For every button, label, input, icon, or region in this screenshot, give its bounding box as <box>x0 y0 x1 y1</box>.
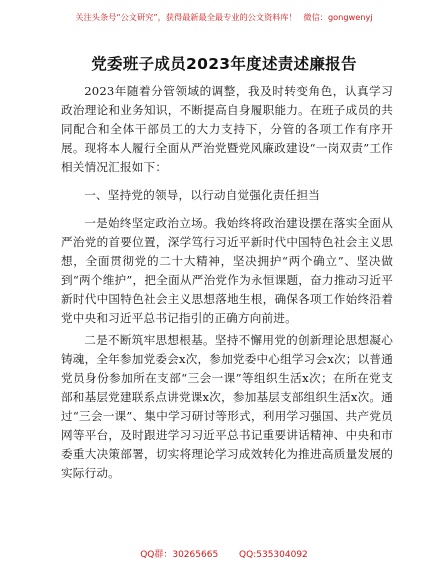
banner-wechat-text: 微信：gongwenyj <box>303 12 373 22</box>
footer-qq: QQ:535304092 <box>239 550 308 560</box>
document-title: 党委班子成员2023年度述责述廉报告 <box>91 55 357 73</box>
footer-contact <box>0 547 448 560</box>
body-paragraph-ideological-foundation: 二是不断筑牢思想根基。坚持不懈用党的创新理论思想凝心铸魂，全年参加党委会x次，参加党委中心组学习会x次；以普通党员身份参加所在支部“三会一课”等组织生活x次；在所在党支部和基层党建联系点讲党课x次，参加基层支部组织生活x次。通过“三会一课”、集中学习研讨等形式，利用学习强国、共产党员网等平台，及时跟进学习习近平总书记重要讲话精神、中央和市委重大决策部署，切实将理论学习成效转化为推进高质量发展的实际行动。 <box>61 333 393 480</box>
intro-paragraph: 2023年随着分管领域的调整，我及时转变角色，认真学习政治理论和业务知识，不断提高自身履职能力。在班子成员的共同配合和全体干部员工的大力支持下，分管的各项工作有序开展。现将本人履行全面从严治党暨党风廉政建设“一岗双责”工作相关情况汇报如下： <box>61 84 393 174</box>
banner-promo-text: 关注头条号“公文研究”，获得最新最全最专业的公文资料库！ <box>75 12 297 22</box>
section-heading: 一、坚持党的领导，以行动自觉强化责任担当 <box>84 188 321 202</box>
body-paragraph-political-stance: 一是始终坚定政治立场。我始终将政治建设摆在落实全面从严治党的首要位置，深学笃行习近平新时代中国特色社会主义思想，全面贯彻党的二十大精神，坚决拥护“两个确立”、坚决做到“两个维护”，把全面从严治党作为永恒课题，奋力推动习近平新时代中国特色社会主义思想落地生根，确保各项工作始终沿着党中央和习近平总书记指引的正确方向前进。 <box>61 216 393 325</box>
footer-qq-group: QQ群：30265665 <box>140 550 219 560</box>
top-banner <box>0 12 448 23</box>
document-body <box>61 82 393 486</box>
